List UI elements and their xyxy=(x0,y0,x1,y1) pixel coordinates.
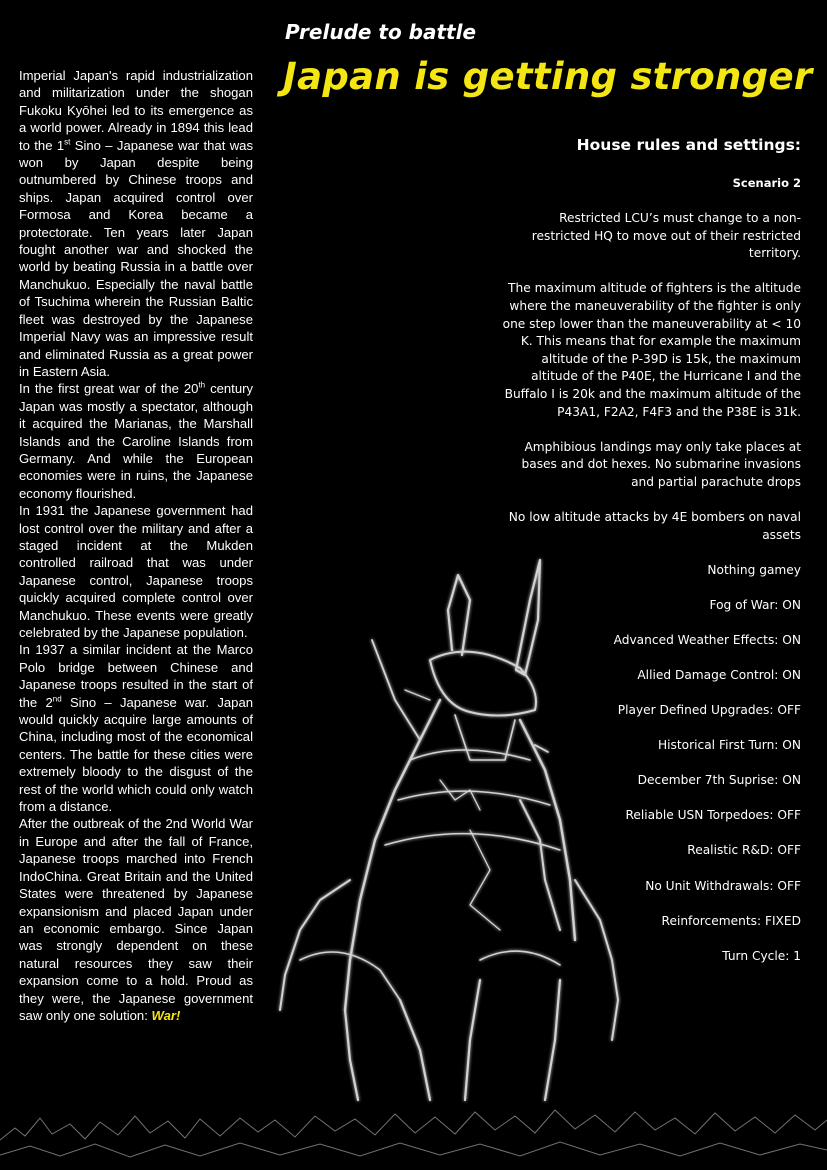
rule-item: Realistic R&D: OFF xyxy=(687,843,801,858)
rule-item: Restricted LCU’s must change to a non-restricted HQ to move out of their restricted territory. xyxy=(531,211,801,261)
rule-item: December 7th Suprise: ON xyxy=(637,773,801,788)
history-paragraph: In 1931 the Japanese government had lost control over the military and after a staged incident at the Mukden controlled railroad that was under Japanese control, Japanese troops quickly acquired complete control over Manchukuo. These events were greatly celebrated by the Japanese population. xyxy=(19,503,253,640)
rule-item: Fog of War: ON xyxy=(709,597,801,612)
page-subtitle: Prelude to battle xyxy=(285,20,477,44)
rule-item: Allied Damage Control: ON xyxy=(637,667,801,682)
rule-item: Nothing gamey xyxy=(707,562,801,577)
history-paragraph: After the outbreak of the 2nd World War in Europe and after the fall of France, Japanese troops marched into French IndoChina. Great Britain and the United States were threatened by Japanese expansionism and placed Japan under an economic embargo. Since Japan was strongly dependent on these natural resources they saw their expansion come to a hold. Proud as they were, the Japanese government saw only one solution: War! xyxy=(19,816,253,1023)
rule-item: Reinforcements: FIXED xyxy=(661,913,801,928)
history-paragraph: In the first great war of the 20th century Japan was mostly a spectator, although it acquired the Marianas, the Marshall Islands and the Caroline Islands from Germany. And while the European economies were in ruins, the Japanese economy flourished. xyxy=(19,380,254,501)
history-text-column xyxy=(19,67,253,1024)
rule-item: The maximum altitude of fighters is the altitude where the maneuverability of the fighter is only one step lower than the maneuverability at < 10 K. This means that for example the maximum altitude of the P-39D is 15k, the maximum altitude of the P40E, the Hurricane I and the Buffalo I is 20k and the maximum altitude of the P43A1, F2A2, F4F3 and the P38E is 31k. xyxy=(502,281,801,419)
page-title: Japan is getting stronger xyxy=(283,55,813,98)
rule-item: Reliable USN Torpedoes: OFF xyxy=(625,808,801,823)
history-paragraph: In 1937 a similar incident at the Marco Polo bridge between Chinese and Japanese troops resulted in the start of the 2nd Sino – Japanese war. Japan would quickly acquire large amounts of China, including most of the economical centers. The battle for these cities were extremely bloody to the disgust of the rest of the world which could only watch from a distance. xyxy=(19,642,254,815)
house-rules-column xyxy=(501,137,801,983)
scenario-label: Scenario 2 xyxy=(732,175,801,190)
war-emphasis: War! xyxy=(151,1007,181,1023)
house-rules-heading: House rules and settings: xyxy=(576,136,801,154)
rule-item: Historical First Turn: ON xyxy=(657,738,801,753)
rule-item: Advanced Weather Effects: ON xyxy=(613,632,801,647)
rule-item: No low altitude attacks by 4E bombers on naval assets xyxy=(508,510,801,542)
rule-item: Amphibious landings may only take places at bases and dot hexes. No submarine invasions and partial parachute drops xyxy=(521,439,801,489)
rule-item: Player Defined Upgrades: OFF xyxy=(617,703,801,718)
history-paragraph: Imperial Japan's rapid industrialization and militarization under the shogan Fukoku Kyōhei led to its emergence as a world power. Already in 1894 this lead to the 1st Sino – Japanese war that was won by Japan despite being outnumbered by Chinese troops and ships. Japan acquired control over Formosa and Korea became a protectorate. Ten years later Japan fought another war and shocked the world by beating Russia in a battle over Manchukuo. Especially the naval battle of Tsuchima wherein the Russian Baltic fleet was destroyed by the Japanese Imperial Navy was an impressive result and eliminated Russia as a great power in Eastern Asia. xyxy=(19,68,253,379)
rule-item: No Unit Withdrawals: OFF xyxy=(645,878,801,893)
rule-item: Turn Cycle: 1 xyxy=(722,948,801,963)
